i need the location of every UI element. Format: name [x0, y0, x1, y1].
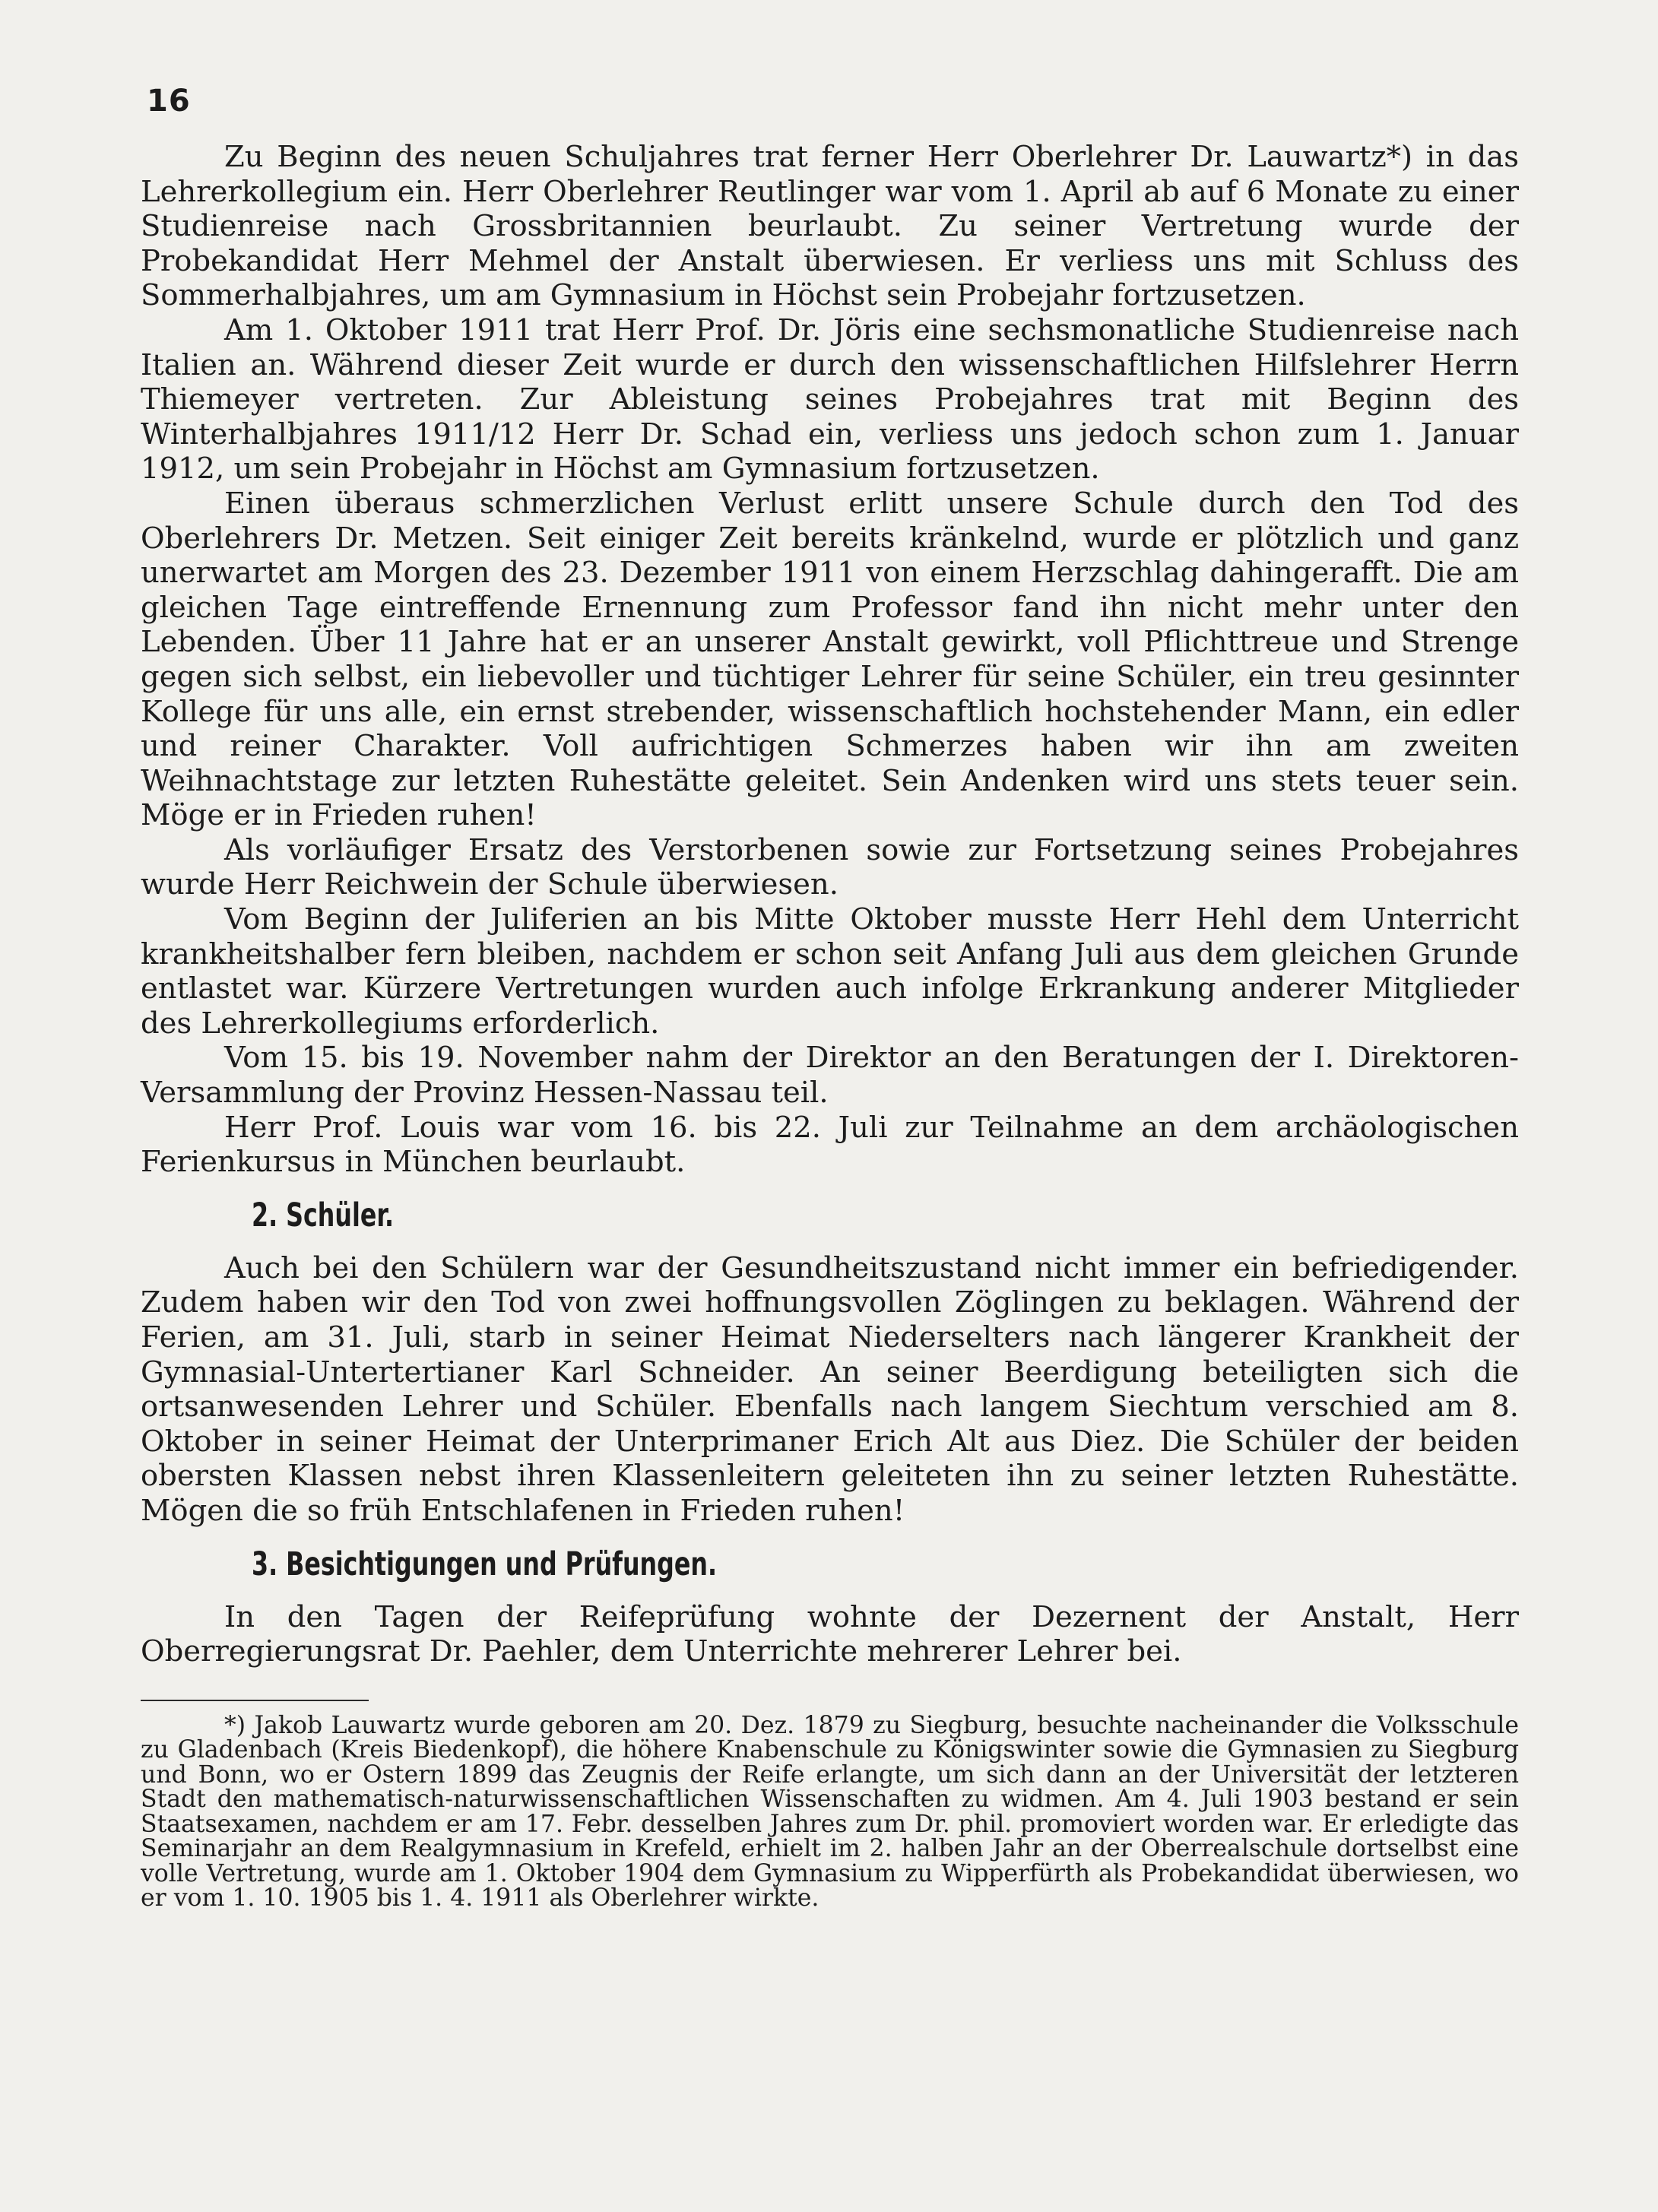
- paragraph: Zu Beginn des neuen Schuljahres trat ferner Herr Oberlehrer Dr. Lauwartz*) in das Lehrerkollegium ein. Herr Oberlehrer Reutlinger war vom 1. April ab auf 6 Monate zu einer Studienreise nach Grossbritannien beurlaubt. Zu seiner Vertretung wurde der Probekandidat Herr Mehmel der Anstalt überwiesen. Er verliess uns mit Schluss des Sommerhalbjahres, um am Gymnasium in Höchst sein Probejahr fortzusetzen.: [141, 140, 1519, 313]
- footnote: [141, 1713, 1519, 1911]
- paragraph: Herr Prof. Louis war vom 16. bis 22. Juli zur Teilnahme an dem archäologischen Ferienkursus in München beurlaubt.: [141, 1110, 1519, 1180]
- body-text: [141, 140, 1519, 1669]
- paragraph: In den Tagen der Reifeprüfung wohnte der Dezernent der Anstalt, Herr Oberregierungsrat Dr. Paehler, dem Unterrichte mehrerer Lehrer bei.: [141, 1599, 1519, 1669]
- page-number: 16: [147, 84, 191, 119]
- paragraph: Am 1. Oktober 1911 trat Herr Prof. Dr. Jöris eine sechsmonatliche Studienreise nach Italien an. Während dieser Zeit wurde er durch den wissenschaftlichen Hilfslehrer Herrn Thiemeyer vertreten. Zur Ableistung seines Probejahres trat mit Beginn des Winterhalbjahres 1911/12 Herr Dr. Schad ein, verliess uns jedoch schon zum 1. Januar 1912, um sein Probejahr in Höchst am Gymnasium fortzusetzen.: [141, 312, 1519, 486]
- section-heading-besichtigungen: 3. Besichtigungen und Prüfungen.: [252, 1545, 718, 1583]
- footnote-divider: [141, 1700, 369, 1701]
- footnote-text: *) Jakob Lauwartz wurde geboren am 20. Dez. 1879 zu Siegburg, besuchte nacheinander die Volksschule zu Gladenbach (Kreis Biedenkopf), die höhere Knabenschule zu Königswinter sowie die Gymnasien zu Siegburg und Bonn, wo er Ostern 1899 das Zeugnis der Reife erlangte, um sich dann an der Universität der letzteren Stadt den mathematisch-naturwissenschaftlichen Wissenschaften zu widmen. Am 4. Juli 1903 bestand er sein Staatsexamen, nachdem er am 17. Febr. desselben Jahres zum Dr. phil. promoviert worden war. Er erledigte das Seminarjahr an dem Realgymnasium in Krefeld, erhielt im 2. halben Jahr an der Oberrealschule dortselbst eine volle Vertretung, wurde am 1. Oktober 1904 dem Gymnasium zu Wipperfürth als Probekandidat überwiesen, wo er vom 1. 10. 1905 bis 1. 4. 1911 als Oberlehrer wirkte.: [141, 1711, 1519, 1913]
- paragraph: Vom 15. bis 19. November nahm der Direktor an den Beratungen der I. Direktoren-Versammlung der Provinz Hessen-Nassau teil.: [141, 1041, 1519, 1111]
- section-heading-schueler: 2. Schüler.: [252, 1196, 395, 1234]
- paragraph: Auch bei den Schülern war der Gesundheitszustand nicht immer ein befriedigender. Zudem haben wir den Tod von zwei hoffnungsvollen Zöglingen zu beklagen. Während der Ferien, am 31. Juli, starb in seiner Heimat Niederselters nach längerer Krankheit der Gymnasial-Untertertianer Karl Schneider. An seiner Beerdigung beteiligten sich die ortsanwesenden Lehrer und Schüler. Ebenfalls nach langem Siechtum verschied am 8. Oktober in seiner Heimat der Unterprimaner Erich Alt aus Diez. Die Schüler der beiden obersten Klassen nebst ihren Klassenleitern geleiteten ihn zu seiner letzten Ruhestätte. Mögen die so früh Entschlafenen in Frieden ruhen!: [141, 1250, 1519, 1528]
- paragraph: Als vorläufiger Ersatz des Verstorbenen sowie zur Fortsetzung seines Probejahres wurde Herr Reichwein der Schule überwiesen.: [141, 832, 1519, 902]
- paragraph: Einen überaus schmerzlichen Verlust erlitt unsere Schule durch den Tod des Oberlehrers Dr. Metzen. Seit einiger Zeit bereits kränkelnd, wurde er plötzlich und ganz unerwartet am Morgen des 23. Dezember 1911 von einem Herzschlag dahingerafft. Die am gleichen Tage eintreffende Ernennung zum Professor fand ihn nicht mehr unter den Lebenden. Über 11 Jahre hat er an unserer Anstalt gewirkt, voll Pflichttreue und Strenge gegen sich selbst, ein liebevoller und tüchtiger Lehrer für seine Schüler, ein treu gesinnter Kollege für uns alle, ein ernst strebender, wissenschaftlich hochstehender Mann, ein edler und reiner Charakter. Voll aufrichtigen Schmerzes haben wir ihn am zweiten Weihnachtstage zur letzten Ruhestätte geleitet. Sein Andenken wird uns stets teuer sein. Möge er in Frieden ruhen!: [141, 486, 1519, 833]
- paragraph: Vom Beginn der Juliferien an bis Mitte Oktober musste Herr Hehl dem Unterricht krankheitshalber fern bleiben, nachdem er schon seit Anfang Juli aus dem gleichen Grunde entlastet war. Kürzere Vertretungen wurden auch infolge Erkrankung anderer Mitglieder des Lehrerkollegiums erforderlich.: [141, 902, 1519, 1041]
